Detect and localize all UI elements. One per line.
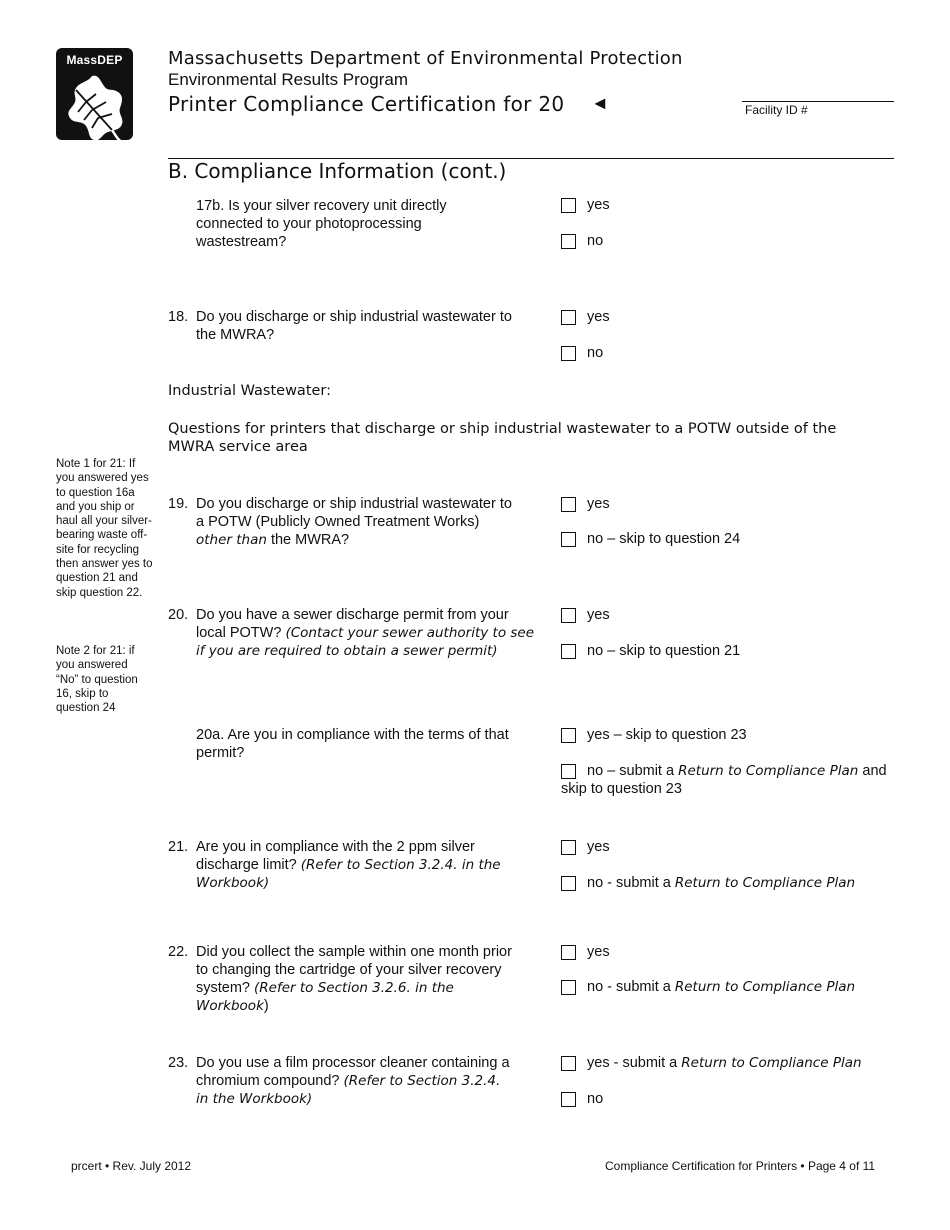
question-19 [168,495,538,555]
massdep-logo [56,48,133,140]
footer-left: prcert • Rev. July 2012 [71,1159,192,1173]
question-20a [196,726,516,762]
question-text-part: Do you use a film processor cleaner containing a chromium compound? [196,1055,510,1089]
q18-yes-checkbox[interactable] [561,310,576,325]
option-label: yes [587,944,610,960]
facility-id-label: Facility ID # [745,103,808,117]
option-label: yes [587,607,610,623]
question-number: 18. [168,309,189,325]
option-text-italic: Return to Compliance Plan [674,875,856,891]
question-number: 21. [168,839,189,855]
question-text-part: Do you discharge or ship industrial wastewater to a POTW (Publicly Owned Treatment Works) [196,496,512,530]
option-text-italic: Return to Compliance Plan [681,1055,862,1071]
q19-no-checkbox[interactable] [561,532,576,547]
program-name: Environmental Results Program [168,70,408,89]
q17b-yes-checkbox[interactable] [561,198,576,213]
question-number: 19. [168,496,189,512]
q18-no-checkbox[interactable] [561,346,576,361]
option-text-part: no - submit a [587,979,671,995]
industrial-heading: Industrial Wastewater: [168,383,332,399]
question-text [196,943,516,1015]
question-number: 22. [168,944,189,960]
q19-yes-checkbox[interactable] [561,497,576,512]
side-note-2: Note 2 for 21: if you answered “No” to question 16, skip to question 24 [56,645,138,715]
question-text: Do you discharge or ship industrial wastewater to the MWRA? [196,309,512,343]
question-text-italic: other than [196,532,267,548]
q23-yes-checkbox[interactable] [561,1056,576,1071]
question-text-italic: (Contact your sewer authority to see if you are required to obtain a sewer permit) [196,625,535,659]
question-23 [168,1054,538,1114]
question-text-italic: (Refer to Section 3.2.4. in the Workbook) [196,857,501,891]
q22-yes-checkbox[interactable] [561,945,576,960]
industrial-intro: Questions for printers that discharge or ship industrial wastewater to a POTW outside of the MWRA service area [168,421,837,455]
option-label: no – skip to question 21 [587,643,741,659]
question-text: Are you in compliance with the terms of that permit? [196,727,509,761]
side-note-1: Note 1 for 21: If you answered yes to question 16a and you ship or haul all your silver-bearing waste off-site for recycling then answer yes to question 21 and skip question 22. [56,458,153,599]
question-text [196,495,516,549]
q22-no-checkbox[interactable] [561,980,576,995]
question-text [196,838,516,892]
logo-text: MassDEP [66,53,123,67]
option-label [587,1055,862,1071]
q21-no-checkbox[interactable] [561,876,576,891]
question-22 [168,943,538,1023]
option-text-part: and skip to question 23 [561,763,887,797]
question-20 [168,606,538,666]
footer-right: Compliance Certification for Printers • Page 4 of 11 [605,1159,876,1173]
question-text-part: Did you collect the sample within one month prior to changing the cartridge of your silver recovery system? [196,944,512,996]
option-label: no [587,1091,604,1107]
option-label: yes [587,496,610,512]
question-17b [196,197,496,251]
question-number: 20. [168,607,189,623]
question-text-italic: (Refer to Section 3.2.6. in the Workbook [196,980,454,1014]
q23-no-checkbox[interactable] [561,1092,576,1107]
option-label: yes – skip to question 23 [587,727,747,743]
question-text-italic: (Refer to Section 3.2.4. in the Workbook) [196,1073,501,1107]
option-text-italic: Return to Compliance Plan [674,979,856,995]
option-text-part: no - submit a [587,875,671,891]
q21-yes-checkbox[interactable] [561,840,576,855]
option-label: yes [587,309,610,325]
option-text-italic: Return to Compliance Plan [678,763,859,779]
option-label: no [587,345,604,361]
option-label [587,875,855,891]
agency-name: Massachusetts Department of Environmental Protection [168,48,683,69]
question-number: 20a. [196,727,225,743]
question-text [196,1054,516,1108]
arrow-left-icon: ◄ [591,93,609,113]
question-18 [168,308,538,348]
question-number: 23. [168,1055,189,1071]
q20-yes-checkbox[interactable] [561,608,576,623]
option-text-part: yes - submit a [587,1055,678,1071]
option-label [561,762,891,798]
option-label: no [587,233,604,249]
question-number: 17b. [196,198,225,214]
question-21 [168,838,538,898]
question-text-part: Do you have a sewer discharge permit from your local POTW? [196,607,509,641]
question-text: Is your silver recovery unit directly connected to your photoprocessing wastestream? [196,198,447,250]
option-label: yes [587,839,610,855]
q20-no-checkbox[interactable] [561,644,576,659]
option-label: yes [587,197,610,213]
question-text-part: the MWRA? [270,532,350,548]
q20a-yes-checkbox[interactable] [561,728,576,743]
option-label: no – skip to question 24 [587,531,741,547]
question-text [196,606,536,660]
question-text-part: ) [263,998,269,1014]
option-label [587,979,855,995]
form-title: Printer Compliance Certification for 20 [168,92,565,116]
q17b-no-checkbox[interactable] [561,234,576,249]
question-text-part: Are you in compliance with the 2 ppm silver discharge limit? [196,839,475,873]
section-title: B. Compliance Information (cont.) [168,159,507,183]
oak-leaf-icon [62,68,128,146]
option-text-part: no – submit a [587,763,675,779]
